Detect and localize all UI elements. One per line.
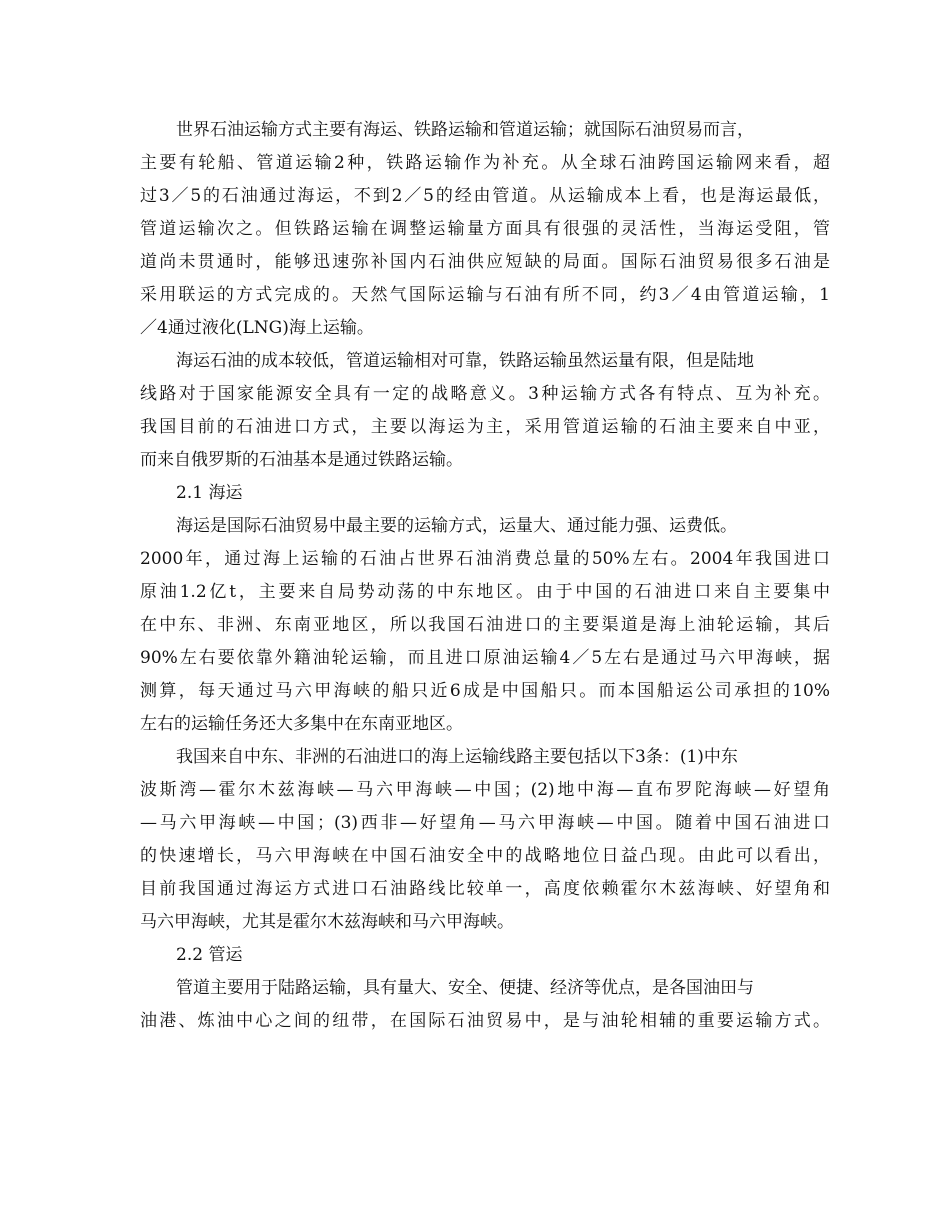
paragraph-1-line-1: 世界石油运输方式主要有海运、铁路运输和管道运输；就国际石油贸易而言， — [176, 120, 754, 140]
paragraph-2-line-3: 我国目前的石油进口方式，主要以海运为主，采用管道运输的石油主要来自中亚， — [140, 417, 830, 437]
paragraph-3-line-6: 测算，每天通过马六甲海峡的船只近6成是中国船只。而本国船运公司承担的10% — [140, 681, 830, 701]
paragraph-2-line-1: 海运石油的成本较低，管道运输相对可靠，铁路运输虽然运量有限，但是陆地 — [176, 351, 754, 371]
paragraph-3-line-7: 左右的运输任务还大多集中在东南亚地区。 — [140, 714, 463, 734]
paragraph-3-line-4: 在中东、非洲、东南亚地区，所以我国石油进口的主要渠道是海上油轮运输，其后 — [140, 615, 830, 635]
paragraph-4-line-1: 我国来自中东、非洲的石油进口的海上运输线路主要包括以下3条：(1)中东 — [176, 747, 738, 767]
paragraph-4-line-3: —马六甲海峡—中国；(3)西非—好望角—马六甲海峡—中国。随着中国石油进口 — [140, 813, 830, 833]
paragraph-1-line-7: ／4通过液化(LNG)海上运输。 — [140, 318, 374, 338]
paragraph-1-line-3: 过3／5的石油通过海运，不到2／5的经由管道。从运输成本上看，也是海运最低， — [140, 186, 830, 206]
paragraph-4-line-6: 马六甲海峡，尤其是霍尔木兹海峡和马六甲海峡。 — [140, 912, 514, 932]
paragraph-5-line-1: 管道主要用于陆路运输，具有量大、安全、便捷、经济等优点，是各国油田与 — [176, 978, 754, 998]
document-body — [140, 114, 830, 1038]
paragraph-5-line-2: 油港、炼油中心之间的纽带，在国际石油贸易中，是与油轮相辅的重要运输方式。 — [140, 1011, 830, 1031]
paragraph-1-line-6: 采用联运的方式完成的。天然气国际运输与石油有所不同，约3／4由管道运输，1 — [140, 285, 830, 305]
paragraph-1-line-2: 主要有轮船、管道运输2种，铁路运输作为补充。从全球石油跨国运输网来看，超 — [140, 153, 830, 173]
paragraph-2-line-4: 而来自俄罗斯的石油基本是通过铁路运输。 — [140, 450, 463, 470]
paragraph-3-line-3: 原油1.2亿t，主要来自局势动荡的中东地区。由于中国的石油进口来自主要集中 — [140, 582, 830, 602]
paragraph-2-line-2: 线路对于国家能源安全具有一定的战略意义。3种运输方式各有特点、互为补充。 — [140, 384, 830, 404]
paragraph-4-line-4: 的快速增长，马六甲海峡在中国石油安全中的战略地位日益凸现。由此可以看出， — [140, 846, 830, 866]
paragraph-3-line-5: 90%左右要依靠外籍油轮运输，而且进口原油运输4／5左右是通过马六甲海峡，据 — [140, 648, 830, 668]
paragraph-3-line-1: 海运是国际石油贸易中最主要的运输方式，运量大、通过能力强、运费低。 — [176, 516, 737, 536]
paragraph-3-line-2: 2000年，通过海上运输的石油占世界石油消费总量的50%左右。2004年我国进口 — [140, 549, 830, 569]
paragraph-1-line-5: 道尚未贯通时，能够迅速弥补国内石油供应短缺的局面。国际石油贸易很多石油是 — [140, 252, 830, 272]
paragraph-4-line-2: 波斯湾—霍尔木兹海峡—马六甲海峡—中国；(2)地中海—直布罗陀海峡—好望角 — [140, 780, 830, 800]
paragraph-1-line-4: 管道运输次之。但铁路运输在调整运输量方面具有很强的灵活性，当海运受阻，管 — [140, 219, 830, 239]
section-heading-2-1: 2.1 海运 — [176, 483, 243, 503]
paragraph-4-line-5: 目前我国通过海运方式进口石油路线比较单一，高度依赖霍尔木兹海峡、好望角和 — [140, 879, 830, 899]
section-heading-2-2: 2.2 管运 — [176, 945, 243, 965]
